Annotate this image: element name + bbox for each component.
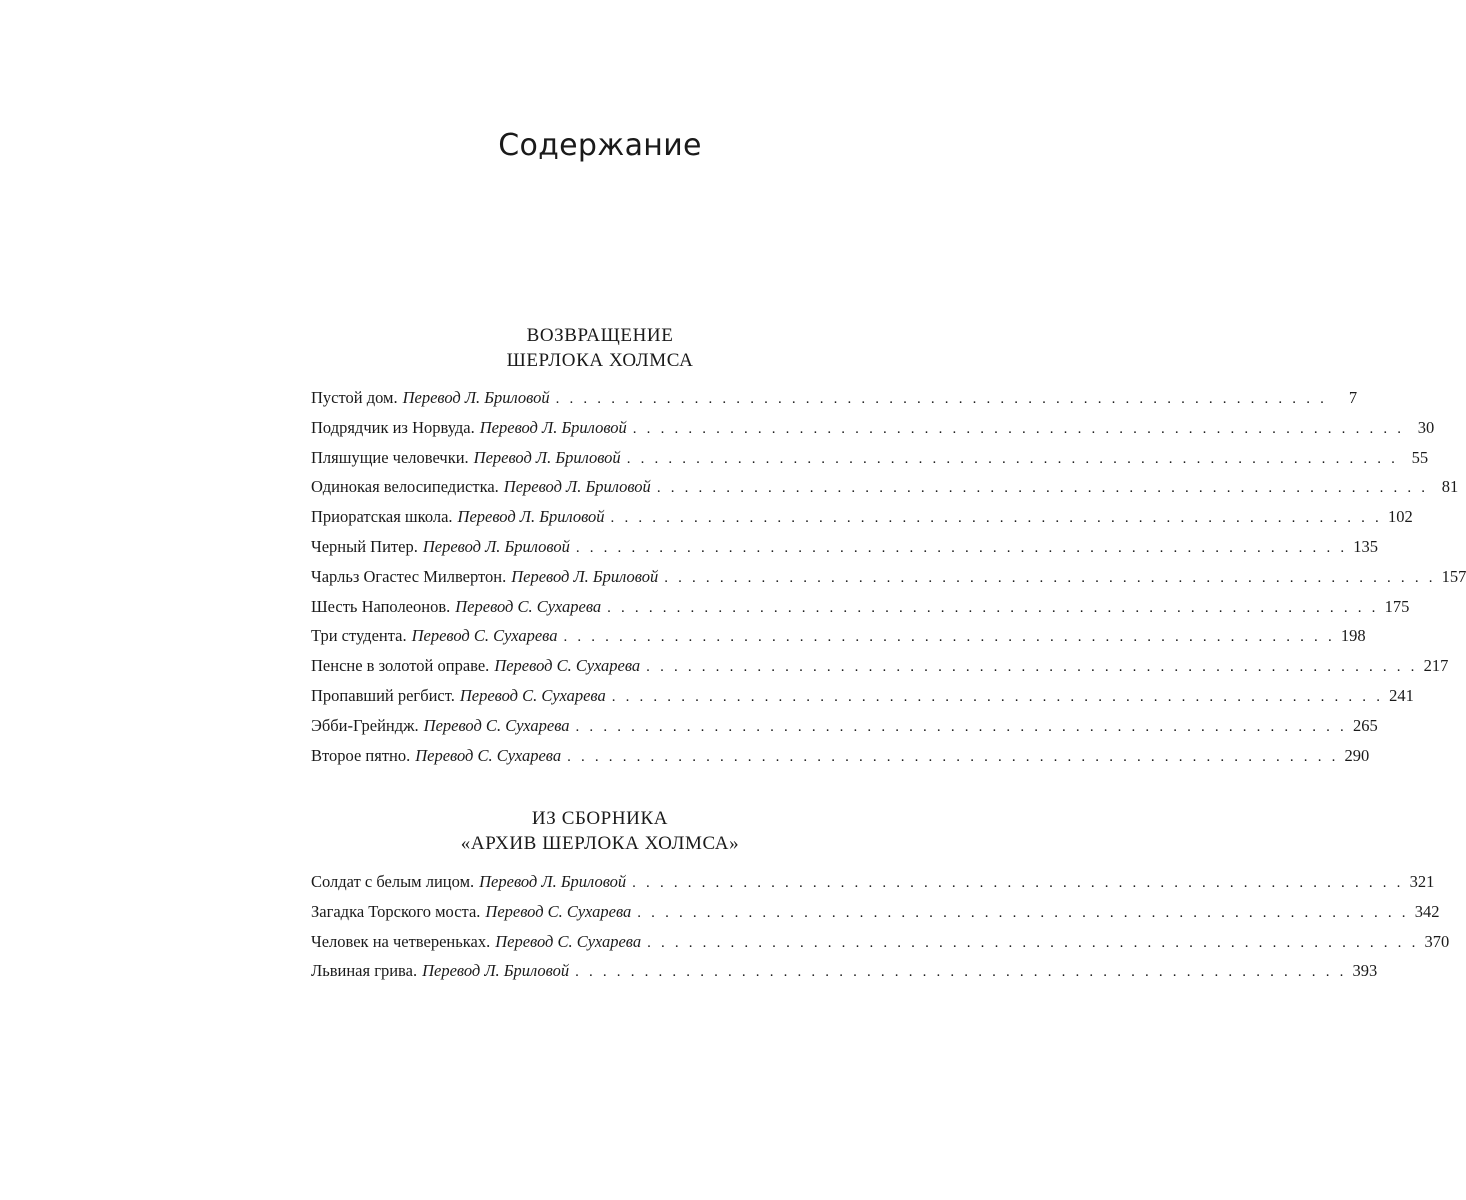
entry-translator-credit: Перевод Л. Бриловой [402, 388, 550, 407]
toc-entry [311, 388, 1358, 418]
toc-entry [311, 536, 1379, 567]
entry-page-number: 175 [1384, 596, 1410, 616]
entry-page-number: 30 [1417, 417, 1435, 437]
entry-translator-credit: Перевод С. Сухарева [485, 901, 632, 921]
toc-entry [311, 656, 1449, 686]
section-heading-line: ВОЗВРАЩЕНИЕ [526, 325, 674, 346]
entry-page-number: 342 [1414, 901, 1440, 921]
section-heading-line: ИЗ СБОРНИКА [531, 808, 669, 829]
toc-entry [311, 715, 1378, 746]
entry-translator-credit: Перевод Л. Бриловой [457, 507, 605, 527]
entry-title: Человек на четвереньках. [311, 931, 491, 951]
entry-title: Чарльз Огастес Милвертон. [311, 566, 507, 586]
toc-entry [311, 745, 1370, 776]
entry-title: Пропавший регбист. [311, 685, 455, 705]
section-heading [0, 806, 1200, 856]
dot-leader: . . . . . . . . . . . . . . . . . . . . . . . . . . . . . . . . . . . . . . . . . . . . . . . . . . . . . . . . [563, 629, 1335, 646]
dot-leader: . . . . . . . . . . . . . . . . . . . . . . . . . . . . . . . . . . . . . . . . . . . . . . . . . . . . . . . . [647, 934, 1419, 951]
entry-page-number: 198 [1340, 626, 1366, 646]
toc-list [311, 388, 1466, 775]
entry-page-number: 241 [1389, 685, 1414, 705]
entry-translator-credit: Перевод С. Сухарева [423, 715, 570, 735]
entry-translator-credit: Перевод С. Сухарева [494, 656, 641, 676]
toc-entry [311, 626, 1366, 656]
entry-title: Приоратская школа. [311, 507, 453, 527]
dot-leader: . . . . . . . . . . . . . . . . . . . . . . . . . . . . . . . . . . . . . . . . . . . . . . . . . . . . . . . . [626, 450, 1399, 467]
entry-translator-credit: Перевод Л. Бриловой [422, 961, 570, 981]
entry-title: Пустой дом. [311, 388, 398, 407]
toc-list [311, 872, 1450, 991]
dot-leader: . . . . . . . . . . . . . . . . . . . . . . . . . . . . . . . . . . . . . . . . . . . . . . . . . . . . . . . . [575, 964, 1347, 981]
toc-entry [311, 596, 1410, 627]
entry-title: Солдат с белым лицом. [311, 872, 475, 891]
dot-leader: . . . . . . . . . . . . . . . . . . . . . . . . . . . . . . . . . . . . . . . . . . . . . . . . . . . . . . . . [646, 659, 1418, 676]
entry-title: Три студента. [311, 626, 407, 646]
entry-title: Шесть Наполеонов. [311, 596, 451, 616]
entry-translator-credit: Перевод С. Сухарева [459, 685, 606, 705]
entry-title: Загадка Торского моста. [311, 901, 481, 921]
toc-entry [311, 901, 1440, 932]
entry-translator-credit: Перевод С. Сухарева [455, 596, 602, 616]
entry-title: Второе пятно. [311, 745, 411, 765]
dot-leader: . . . . . . . . . . . . . . . . . . . . . . . . . . . . . . . . . . . . . . . . . . . . . . . . . . . . . . . . [607, 599, 1379, 616]
toc-entry [311, 447, 1429, 478]
toc-entry [311, 566, 1466, 597]
dot-leader: . . . . . . . . . . . . . . . . . . . . . . . . . . . . . . . . . . . . . . . . . . . . . . . . . . . . . . . . [664, 569, 1436, 586]
toc-entry [311, 477, 1459, 507]
entry-page-number: 55 [1411, 447, 1429, 467]
entry-title: Львиная грива. [311, 961, 418, 981]
entry-page-number: 135 [1353, 536, 1379, 556]
dot-leader: . . . . . . . . . . . . . . . . . . . . . . . . . . . . . . . . . . . . . . . . . . . . . . . . . . . . . . . . [575, 539, 1348, 556]
dot-leader: . . . . . . . . . . . . . . . . . . . . . . . . . . . . . . . . . . . . . . . . . . . . . . . . . . . . . . . . [637, 904, 1409, 921]
entry-title: Пляшущие человечки. [311, 447, 469, 467]
toc-entry [311, 507, 1413, 537]
dot-leader: . . . . . . . . . . . . . . . . . . . . . . . . . . . . . . . . . . . . . . . . . . . . . . . . . . . . . . . . [632, 420, 1405, 437]
entry-translator-credit: Перевод Л. Бриловой [503, 477, 651, 497]
entry-title: Пенсне в золотой оправе. [311, 656, 490, 676]
entry-translator-credit: Перевод Л. Бриловой [479, 872, 627, 891]
entry-page-number: 7 [1348, 388, 1358, 407]
entry-page-number: 102 [1388, 507, 1413, 527]
dot-leader: . . . . . . . . . . . . . . . . . . . . . . . . . . . . . . . . . . . . . . . . . . . . . . . . . . . . . . . . [555, 391, 1328, 407]
entry-page-number: 290 [1344, 745, 1370, 765]
entry-page-number: 321 [1409, 872, 1435, 891]
entry-page-number: 370 [1424, 931, 1450, 951]
entry-translator-credit: Перевод Л. Бриловой [422, 536, 570, 556]
toc-entry [311, 872, 1435, 902]
dot-leader: . . . . . . . . . . . . . . . . . . . . . . . . . . . . . . . . . . . . . . . . . . . . . . . . . . . . . . . . [567, 748, 1339, 765]
entry-title: Одинокая велосипедистка. [311, 477, 499, 497]
entry-page-number: 265 [1352, 715, 1378, 735]
entry-page-number: 393 [1352, 961, 1378, 981]
dot-leader: . . . . . . . . . . . . . . . . . . . . . . . . . . . . . . . . . . . . . . . . . . . . . . . . . . . . . . . . [575, 718, 1347, 735]
dot-leader: . . . . . . . . . . . . . . . . . . . . . . . . . . . . . . . . . . . . . . . . . . . . . . . . . . . . . . . . [632, 875, 1404, 891]
entry-translator-credit: Перевод Л. Бриловой [473, 447, 621, 467]
entry-translator-credit: Перевод Л. Бриловой [511, 566, 659, 586]
dot-leader: . . . . . . . . . . . . . . . . . . . . . . . . . . . . . . . . . . . . . . . . . . . . . . . . . . . . . . . . [656, 480, 1429, 497]
section-heading-line: ШЕРЛОКА ХОЛМСА [506, 350, 694, 371]
entry-translator-credit: Перевод С. Сухарева [411, 626, 558, 646]
entry-title: Черный Питер. [311, 536, 418, 556]
entry-title: Подрядчик из Норвуда. [311, 417, 475, 437]
toc-entry [311, 931, 1450, 962]
dot-leader: . . . . . . . . . . . . . . . . . . . . . . . . . . . . . . . . . . . . . . . . . . . . . . . . . . . . . . . . [611, 688, 1384, 705]
toc-entry [311, 961, 1378, 991]
entry-translator-credit: Перевод Л. Бриловой [479, 417, 627, 437]
entry-translator-credit: Перевод С. Сухарева [495, 931, 642, 951]
entry-page-number: 157 [1441, 566, 1466, 586]
toc-entry [311, 417, 1435, 448]
entry-page-number: 81 [1441, 477, 1459, 497]
toc-entry [311, 685, 1414, 716]
entry-translator-credit: Перевод С. Сухарева [415, 745, 562, 765]
entry-page-number: 217 [1423, 656, 1449, 676]
section-heading-line: «АРХИВ ШЕРЛОКА ХОЛМСА» [460, 833, 740, 854]
page-title: Содержание [498, 128, 702, 163]
entry-title: Эбби-Грейндж. [311, 715, 419, 735]
section-heading [0, 323, 1200, 373]
dot-leader: . . . . . . . . . . . . . . . . . . . . . . . . . . . . . . . . . . . . . . . . . . . . . . . . . . . . . . . . [610, 510, 1382, 527]
